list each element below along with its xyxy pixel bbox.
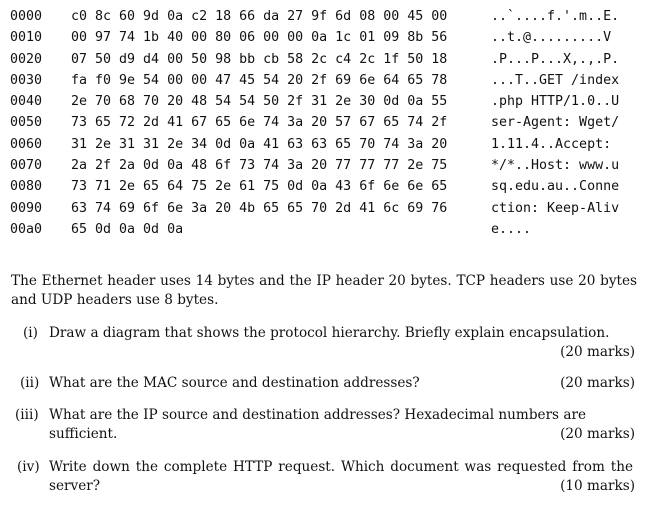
hex-ascii: ..`....f.'.m..E. (491, 9, 620, 24)
hex-ascii: ction: Keep-Aliv (491, 200, 620, 216)
hex-bytes: 00 97 74 1b 40 00 80 06 00 00 0a 1c 01 09 8b 56 (71, 30, 448, 46)
hex-row (10, 219, 619, 240)
question-1 (15, 324, 635, 364)
intro-paragraph: The Ethernet header uses 14 bytes and the IP header 20 bytes. TCP headers use 20 bytes and UDP headers use 8 bytes. (11, 273, 637, 308)
hex-row (10, 27, 619, 48)
hex-offset: 0060 (10, 136, 43, 152)
hex-dump (10, 6, 619, 240)
hex-bytes: 63 74 69 6f 6e 3a 20 4b 65 65 70 2d 41 6c 69 76 (71, 200, 448, 216)
hex-offset: 0050 (10, 115, 43, 131)
hex-row (10, 112, 619, 133)
question-number: (iv) (17, 459, 40, 475)
question-marks: (10 marks) (560, 478, 635, 494)
hex-ascii: 1.11.4..Accept: (491, 136, 620, 152)
question-text: What are the IP source and destination addresses? Hexadecimal numbers are sufficient. (49, 407, 587, 442)
question-number: (i) (23, 325, 38, 341)
hex-ascii: .P...P...X,.,.P. (491, 51, 620, 67)
question-3 (15, 406, 635, 446)
question-text: Draw a diagram that shows the protocol hierarchy. Briefly explain encapsulation. (49, 325, 610, 341)
hex-ascii: ser-Agent: Wget/ (491, 115, 620, 131)
hex-bytes: fa f0 9e 54 00 00 47 45 54 20 2f 69 6e 64 65 78 (71, 72, 448, 88)
hex-offset: 0010 (10, 30, 43, 46)
hex-offset: 0020 (10, 51, 43, 67)
hex-row (10, 70, 619, 91)
hex-ascii: */*..Host: www.u (491, 158, 620, 174)
hex-bytes: 73 71 2e 65 64 75 2e 61 75 0d 0a 43 6f 6e 6e 65 (71, 179, 448, 195)
question-marks: (20 marks) (560, 375, 635, 391)
hex-bytes: 65 0d 0a 0d 0a (71, 221, 184, 237)
hex-ascii: .php HTTP/1.0..U (491, 94, 620, 110)
question-marks: (20 marks) (560, 426, 635, 442)
hex-bytes: 31 2e 31 31 2e 34 0d 0a 41 63 63 65 70 74 3a 20 (71, 136, 448, 152)
hex-offset: 0090 (10, 200, 43, 216)
hex-row (10, 155, 619, 176)
hex-row (10, 49, 619, 70)
hex-offset: 0070 (10, 158, 43, 174)
hex-row (10, 91, 619, 112)
hex-row (10, 6, 619, 27)
hex-bytes: 73 65 72 2d 41 67 65 6e 74 3a 20 57 67 65 74 2f (71, 115, 448, 131)
hex-offset: 00a0 (10, 221, 43, 237)
question-number: (ii) (20, 375, 40, 391)
hex-bytes: c0 8c 60 9d 0a c2 18 66 da 27 9f 6d 08 00 45 00 (71, 9, 448, 24)
question-2 (15, 374, 635, 394)
hex-ascii: ..t.@.........V (491, 30, 612, 46)
hex-offset: 0000 (10, 9, 43, 24)
hex-bytes: 2e 70 68 70 20 48 54 54 50 2f 31 2e 30 0d 0a 55 (71, 94, 448, 110)
hex-offset: 0030 (10, 72, 43, 88)
question-text: What are the MAC source and destination addresses? (49, 375, 420, 391)
hex-offset: 0080 (10, 179, 43, 195)
question-text: Write down the complete HTTP request. Which document was requested from the server? (49, 459, 633, 494)
hex-ascii: sq.edu.au..Conne (491, 179, 620, 195)
hex-row (10, 176, 619, 197)
question-4 (15, 458, 635, 498)
hex-bytes: 2a 2f 2a 0d 0a 48 6f 73 74 3a 20 77 77 77 2e 75 (71, 158, 448, 174)
hex-bytes: 07 50 d9 d4 00 50 98 bb cb 58 2c c4 2c 1f 50 18 (71, 51, 448, 67)
question-number: (iii) (15, 407, 39, 423)
hex-row (10, 198, 619, 219)
hex-ascii: ...T..GET /index (491, 72, 620, 88)
hex-offset: 0040 (10, 94, 43, 110)
question-marks: (20 marks) (560, 344, 635, 360)
hex-row (10, 134, 619, 155)
hex-ascii: e.... (491, 221, 532, 237)
